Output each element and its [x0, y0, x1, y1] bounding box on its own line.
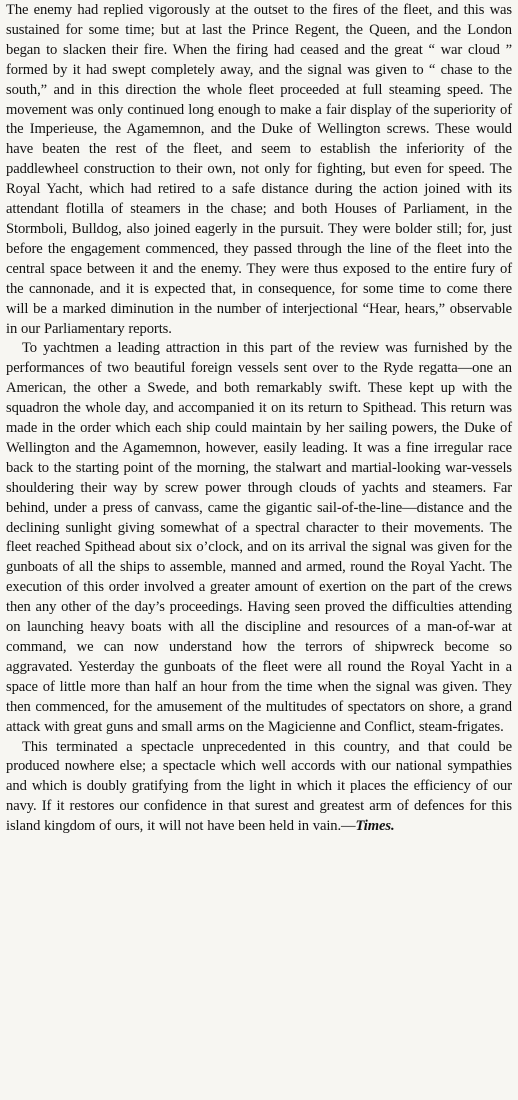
article-paragraph-1: The enemy had replied vigorously at the outset to the fires of the fleet, and this was sustained for some time; but at last the Prince Regent, the Queen, and the London began to slacken their fire. When the firing had ceased and the great “ war cloud ” formed by it had swept completely away, and the signal was given to “ chase to the south,” and in this direction the whole fleet proceeded at full steaming speed. The movement was only continued long enough to make a fair display of the superiority of the Imperieuse, the Agamemnon, and the Duke of Wellington screws. These would have beaten the rest of the fleet, and seem to establish the inferiority of the paddlewheel construction to their own, not only for fighting, but even for speed. The Royal Yacht, which had retired to a safe distance during the action joined with its attendant flotilla of steamers in the chase; and both Houses of Parliament, in the Stormboli, Bulldog, also joined eagerly in the pursuit. They were bolder still; for, just before the engagement commenced, they passed through the line of the fleet into the central space between it and the enemy. They were thus exposed to the entire fury of the cannonade, and it is expected that, in consequence, for some time to come there will be a marked diminution in the number of interjectional “Hear, hears,” observable in our Parliamentary reports. — [6, 2, 512, 337]
source-signoff: Times. — [355, 818, 395, 835]
article-paragraph-3-text: This terminated a spectacle unprecedented in this country, and that could be produced nowhere else; a spectacle which well accords with our national sympathies and which is doubly gratifying from the light in which it places the efficiency of our navy. If it restores our confidence in that surest and greatest arm of defences for this island kingdom of ours, it will not have been held in vain.— — [6, 738, 512, 835]
article-paragraph-2: To yachtmen a leading attraction in this part of the review was furnished by the performances of two beautiful foreign vessels sent over to the Ryde regatta—one an American, the other a Swede, and both remarkably swift. These kept up with the squadron the whole day, and accompanied it on its return to Spithead. This return was made in the order which each ship could maintain by her sailing powers, the Duke of Wellington and the Agamemnon, however, easily leading. It was a fine irregular race back to the starting point of the morning, the stalwart and martial-looking war-vessels shouldering their way by screw power through clouds of yachts and steamers. Far behind, under a press of canvass, came the gigantic sail-of-the-line—distance and the declining sunlight giving somewhat of a spectral character to their movements. The fleet reached Spithead about six o’clock, and on its arrival the signal was given for the gunboats of all the ships to assemble, manned and armed, round the Royal Yacht. The execution of this order involved a greater amount of exertion on the part of the crews then any other of the day’s proceedings. Having seen proved the difficulties attending on launching heavy boats with all the discipline and resources of a man-of-war at command, we can now understand how the terrors of shipwreck become so aggravated. Yesterday the gunboats of the fleet were all round the Royal Yacht in a space of little more than half an hour from the time when the signal was given. They then commenced, for the amusement of the multitudes of spectators on shore, a grand attack with great guns and small arms on the Magicienne and Conflict, steam-frigates. — [6, 340, 512, 735]
article-paragraph-3 — [6, 738, 512, 838]
